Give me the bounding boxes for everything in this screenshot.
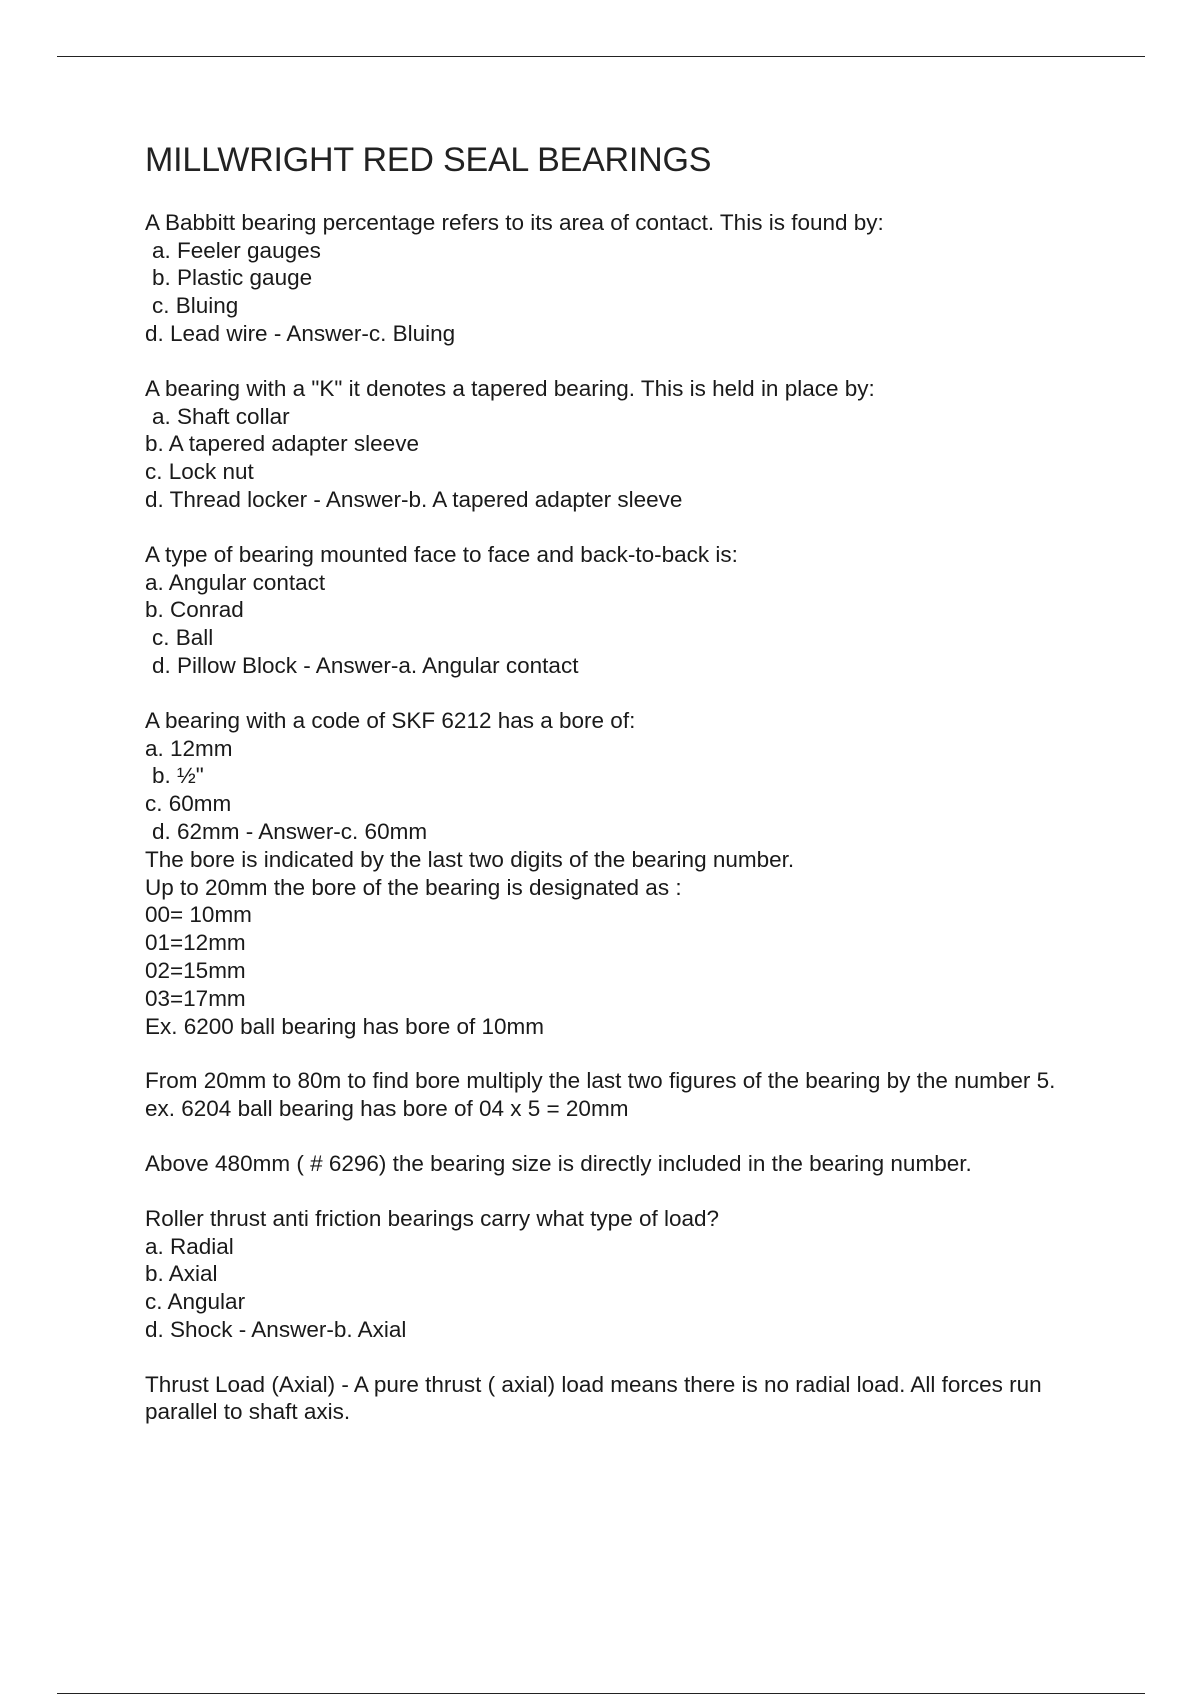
option-c: c. 60mm <box>145 791 232 817</box>
paragraph-thrust <box>145 1371 1085 1427</box>
question-text: A bearing with a code of SKF 6212 has a bore of: <box>145 707 636 733</box>
option-d-answer: d. Shock - Answer-b. Axial <box>145 1316 407 1342</box>
question-block-5 <box>145 1205 1085 1344</box>
option-b: b. Conrad <box>145 597 244 623</box>
bore-code-00: 00= 10mm <box>145 902 252 928</box>
option-d-answer: d. 62mm - Answer-c. 60mm <box>152 818 428 844</box>
paragraph-multiply <box>145 1067 1085 1123</box>
option-a: a. Angular contact <box>145 569 326 595</box>
header-rule <box>57 56 1145 57</box>
option-a: a. Shaft collar <box>152 403 290 429</box>
bore-example: Ex. 6200 ball bearing has bore of 10mm <box>145 1013 544 1039</box>
option-c: c. Angular <box>145 1289 246 1315</box>
option-a: a. Radial <box>145 1233 234 1259</box>
bore-code-02: 02=15mm <box>145 957 246 983</box>
question-block-2 <box>145 375 1085 514</box>
option-a: a. 12mm <box>145 735 233 761</box>
option-c: c. Lock nut <box>145 459 254 485</box>
bore-code-01: 01=12mm <box>145 930 246 956</box>
option-b: b. Plastic gauge <box>152 265 313 291</box>
option-a: a. Feeler gauges <box>152 237 321 263</box>
footer-rule <box>57 1693 1145 1694</box>
question-text: A Babbitt bearing percentage refers to its area of contact. This is found by: <box>145 209 884 235</box>
paragraph-text: From 20mm to 80m to find bore multiply the last two figures of the bearing by the number 5. ex. 6204 ball bearing has bore of 04 x 5 = 20mm <box>145 1068 1056 1122</box>
question-text: A bearing with a "K" it denotes a tapered bearing. This is held in place by: <box>145 375 875 401</box>
question-block-4 <box>145 707 1085 1041</box>
document-body <box>145 140 1085 1453</box>
option-d-answer: d. Pillow Block - Answer-a. Angular contact <box>152 652 579 678</box>
option-d-answer: d. Lead wire - Answer-c. Bluing <box>145 320 456 346</box>
question-text: Roller thrust anti friction bearings carry what type of load? <box>145 1205 720 1231</box>
bore-code-03: 03=17mm <box>145 985 246 1011</box>
bore-designation-note: Up to 20mm the bore of the bearing is designated as : <box>145 874 682 900</box>
option-b: b. Axial <box>145 1261 218 1287</box>
paragraph-text: Thrust Load (Axial) - A pure thrust ( axial) load means there is no radial load. All forces run parallel to shaft axis. <box>145 1371 1042 1425</box>
paragraph-text: Above 480mm ( # 6296) the bearing size is directly included in the bearing number. <box>145 1150 972 1176</box>
option-b: b. ½" <box>152 763 204 789</box>
document-title: MILLWRIGHT RED SEAL BEARINGS <box>145 141 712 179</box>
option-b: b. A tapered adapter sleeve <box>145 431 419 457</box>
bore-note: The bore is indicated by the last two digits of the bearing number. <box>145 846 795 872</box>
option-c: c. Bluing <box>152 293 239 319</box>
option-c: c. Ball <box>152 625 214 651</box>
question-block-1 <box>145 209 1085 348</box>
question-text: A type of bearing mounted face to face and back-to-back is: <box>145 541 738 567</box>
option-d-answer: d. Thread locker - Answer-b. A tapered adapter sleeve <box>145 486 683 512</box>
paragraph-above <box>145 1150 1085 1178</box>
question-block-3 <box>145 541 1085 680</box>
